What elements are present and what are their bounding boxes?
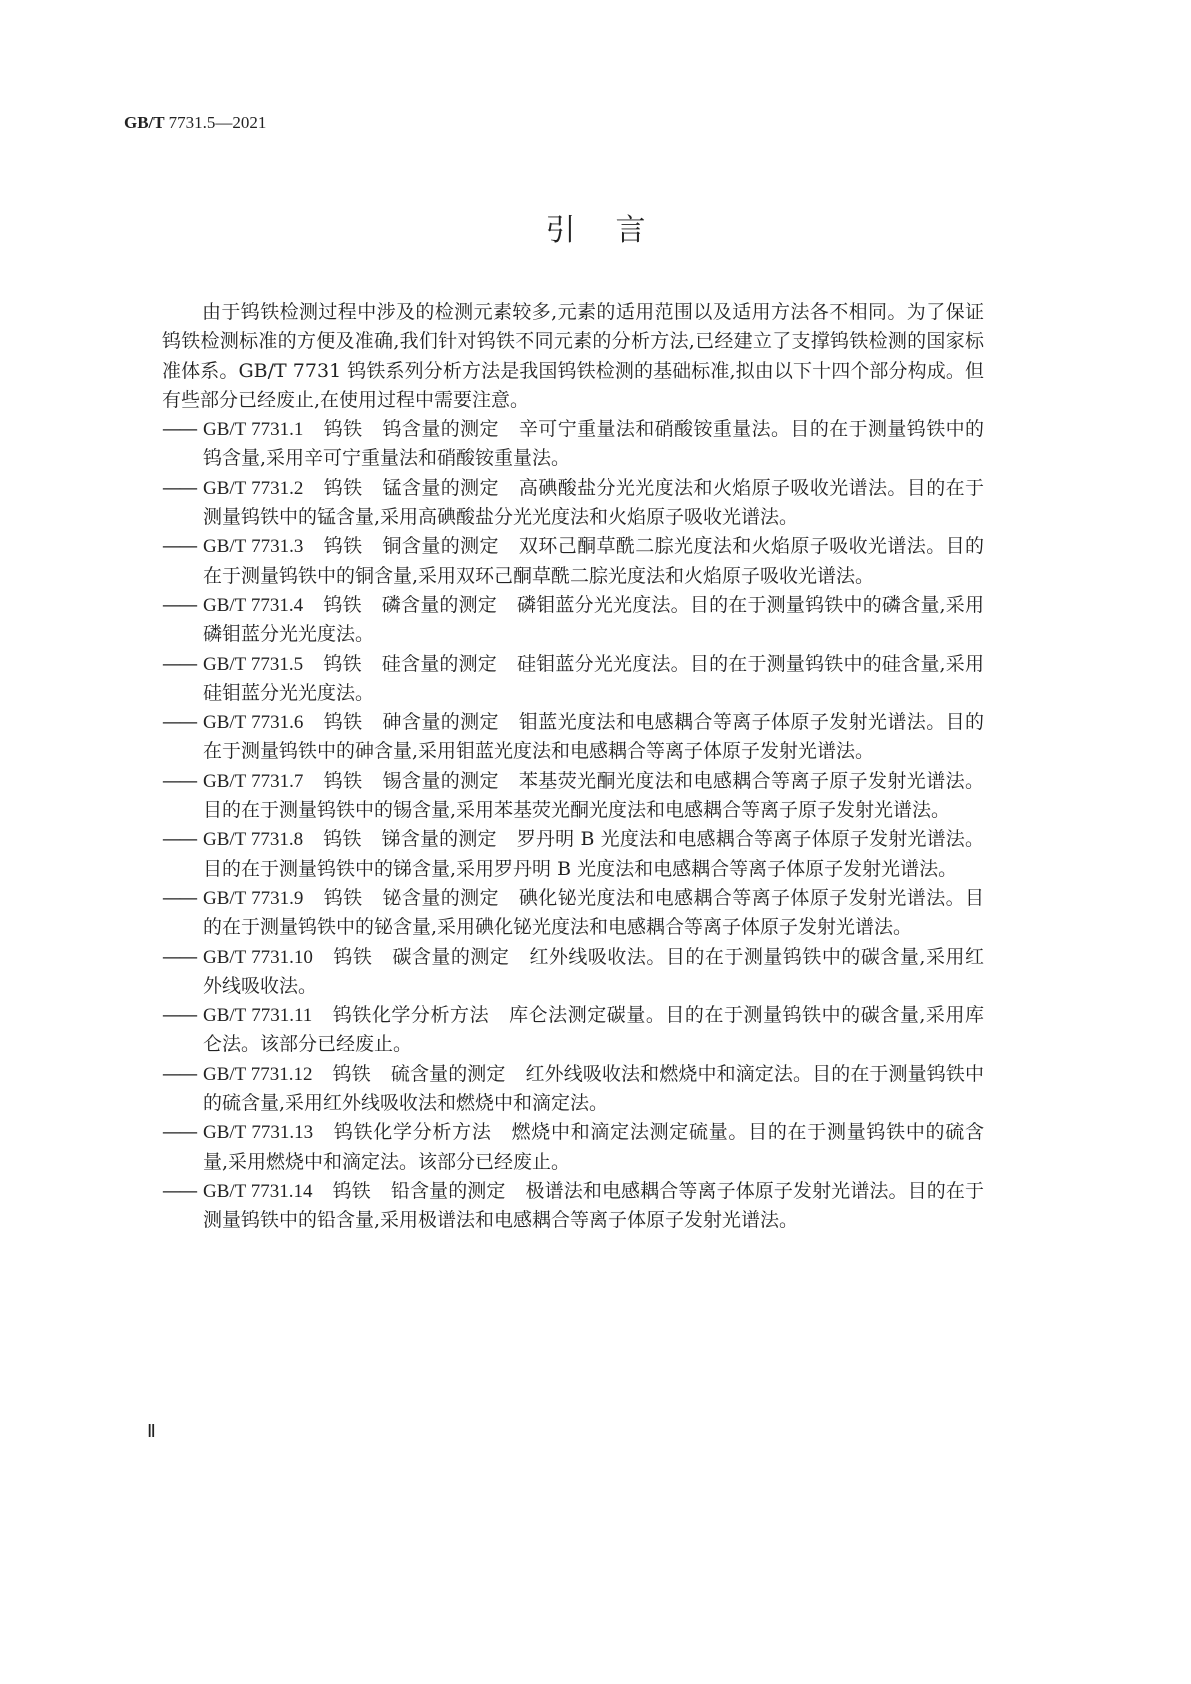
standard-code: GB/T 7731.11 [203, 1005, 313, 1027]
item-title-part: 硫含量的测定 [390, 1062, 506, 1085]
list-item [162, 1001, 984, 1060]
list-item [162, 415, 984, 474]
item-description: 红外线吸收法和燃烧中和滴定法。目的在于测量钨铁中的硫含量,采用红外线吸收法和燃烧中和滴定法。 [203, 1062, 984, 1115]
standard-code: GB/T 7731.10 [203, 946, 313, 968]
standard-code: GB/T 7731.5 [203, 653, 304, 675]
list-item [162, 825, 984, 884]
item-title-part: 砷含量的测定 [382, 711, 499, 734]
dash-marker: —— [162, 945, 196, 968]
item-description: 库仑法测定碳量。目的在于测量钨铁中的碳含量,采用库仑法。该部分已经废止。 [203, 1004, 984, 1056]
item-description: 磷钼蓝分光光度法。目的在于测量钨铁中的磷含量,采用磷钼蓝分光光度法。 [203, 593, 984, 646]
standard-code: GB/T 7731.14 [203, 1180, 313, 1202]
list-item [162, 532, 984, 591]
standard-code: GB/T 7731.4 [203, 594, 304, 616]
standard-code: GB/T 7731.1 [203, 419, 304, 441]
list-item [162, 708, 984, 767]
dash-marker: —— [162, 828, 196, 851]
item-description: 苯基荧光酮光度法和电感耦合等离子原子发射光谱法。目的在于测量钨铁中的锡含量,采用苯基荧光酮光度法和电感耦合等离子原子发射光谱法。 [203, 769, 984, 822]
item-description: 罗丹明 B 光度法和电感耦合等离子体原子发射光谱法。目的在于测量钨铁中的锑含量,采用罗丹明 B 光度法和电感耦合等离子体原子发射光谱法。 [203, 828, 984, 880]
standard-code: GB/T 7731.8 [203, 829, 304, 851]
list-item [162, 943, 984, 1002]
item-title-part: 钨铁 [332, 945, 373, 968]
list-item [162, 591, 984, 650]
item-title-part: 钨铁 [323, 652, 362, 675]
list-item [162, 1060, 984, 1119]
item-description: 极谱法和电感耦合等离子体原子发射光谱法。目的在于测量钨铁中的铅含量,采用极谱法和电感耦合等离子体原子发射光谱法。 [203, 1179, 984, 1232]
item-title-part: 钨铁 [323, 711, 363, 734]
standard-code: 7731.5—2021 [168, 113, 267, 132]
dash-marker: —— [162, 476, 196, 499]
dash-marker: —— [162, 1179, 196, 1202]
item-title-part: 钨铁 [323, 593, 362, 616]
page-number: Ⅱ [147, 1421, 156, 1441]
standard-code: GB/T 7731.6 [203, 712, 304, 734]
item-description: 双环己酮草酰二腙光度法和火焰原子吸收光谱法。目的在于测量钨铁中的铜含量,采用双环己酮草酰二腙光度法和火焰原子吸收光谱法。 [203, 535, 984, 587]
standard-code: GB/T 7731.12 [203, 1063, 313, 1085]
item-title-part: 钨铁 [332, 1179, 371, 1202]
item-title-part: 钨铁 [323, 828, 362, 851]
intro-paragraph: 由于钨铁检测过程中涉及的检测元素较多,元素的适用范围以及适用方法各不相同。为了保证钨铁检测标准的方便及准确,我们针对钨铁不同元素的分析方法,已经建立了支撑钨铁检测的国家标准体系。GB/T 7731 钨铁系列分析方法是我国钨铁检测的基础标准,拟由以下十四个部分构成。但有些部分已经废止,在使用过程中需要注意。 [162, 301, 984, 411]
item-title-part: 铅含量的测定 [390, 1179, 506, 1202]
item-description: 辛可宁重量法和硝酸铵重量法。目的在于测量钨铁中的钨含量,采用辛可宁重量法和硝酸铵重量法。 [203, 418, 984, 470]
item-title-part: 钨铁 [323, 769, 363, 792]
item-title-part: 碳含量的测定 [392, 945, 510, 968]
standard-code: GB/T 7731.9 [203, 887, 304, 909]
standard-number [124, 113, 266, 133]
standard-code: GB/T 7731.3 [203, 536, 304, 558]
item-title-part: 钨铁化学分析方法 [332, 1004, 490, 1027]
document-body [162, 298, 984, 1236]
item-title-part: 铜含量的测定 [382, 535, 499, 558]
dash-marker: —— [162, 886, 196, 909]
list-item [162, 650, 984, 709]
item-title-part: 锰含量的测定 [382, 476, 499, 499]
item-title-part: 硅含量的测定 [381, 652, 498, 675]
item-title-part: 铋含量的测定 [382, 886, 499, 909]
standard-prefix: GB/T [124, 113, 165, 132]
standard-code: GB/T 7731.2 [203, 477, 304, 499]
item-description: 燃烧中和滴定法测定硫量。目的在于测量钨铁中的硫含量,采用燃烧中和滴定法。该部分已经废止。 [203, 1121, 984, 1173]
dash-marker: —— [162, 1062, 196, 1085]
item-title-part: 锑含量的测定 [381, 828, 497, 851]
dash-marker: —— [162, 1121, 196, 1144]
item-title-part: 钨铁 [323, 418, 363, 441]
dash-marker: —— [162, 535, 196, 558]
list-item [162, 1118, 984, 1177]
item-description: 红外线吸收法。目的在于测量钨铁中的碳含量,采用红外线吸收法。 [203, 945, 984, 997]
item-title-part: 钨铁 [332, 1062, 371, 1085]
item-title-part: 钨铁化学分析方法 [333, 1121, 492, 1144]
dash-marker: —— [162, 652, 196, 675]
dash-marker: —— [162, 769, 196, 792]
item-description: 碘化铋光度法和电感耦合等离子体原子发射光谱法。目的在于测量钨铁中的铋含量,采用碘化铋光度法和电感耦合等离子体原子发射光谱法。 [203, 886, 984, 939]
standard-code: GB/T 7731.7 [203, 770, 304, 792]
item-title-part: 锡含量的测定 [382, 769, 499, 792]
list-item [162, 1177, 984, 1236]
list-item [162, 884, 984, 943]
dash-marker: —— [162, 1004, 196, 1027]
dash-marker: —— [162, 418, 196, 441]
standards-list [162, 415, 984, 1235]
dash-marker: —— [162, 593, 196, 616]
list-item [162, 767, 984, 826]
page-title: 引言 [545, 213, 686, 248]
item-title-part: 钨铁 [323, 535, 363, 558]
standard-code: GB/T 7731.13 [203, 1122, 314, 1144]
item-title-part: 钨含量的测定 [382, 418, 499, 441]
item-title-part: 钨铁 [323, 886, 363, 909]
item-description: 高碘酸盐分光光度法和火焰原子吸收光谱法。目的在于测量钨铁中的锰含量,采用高碘酸盐分光光度法和火焰原子吸收光谱法。 [203, 476, 984, 529]
item-description: 钼蓝光度法和电感耦合等离子体原子发射光谱法。目的在于测量钨铁中的砷含量,采用钼蓝光度法和电感耦合等离子体原子发射光谱法。 [203, 711, 984, 763]
list-item [162, 474, 984, 533]
dash-marker: —— [162, 711, 196, 734]
item-title-part: 钨铁 [323, 476, 363, 499]
item-description: 硅钼蓝分光光度法。目的在于测量钨铁中的硅含量,采用硅钼蓝分光光度法。 [203, 652, 984, 704]
item-title-part: 磷含量的测定 [381, 593, 498, 616]
